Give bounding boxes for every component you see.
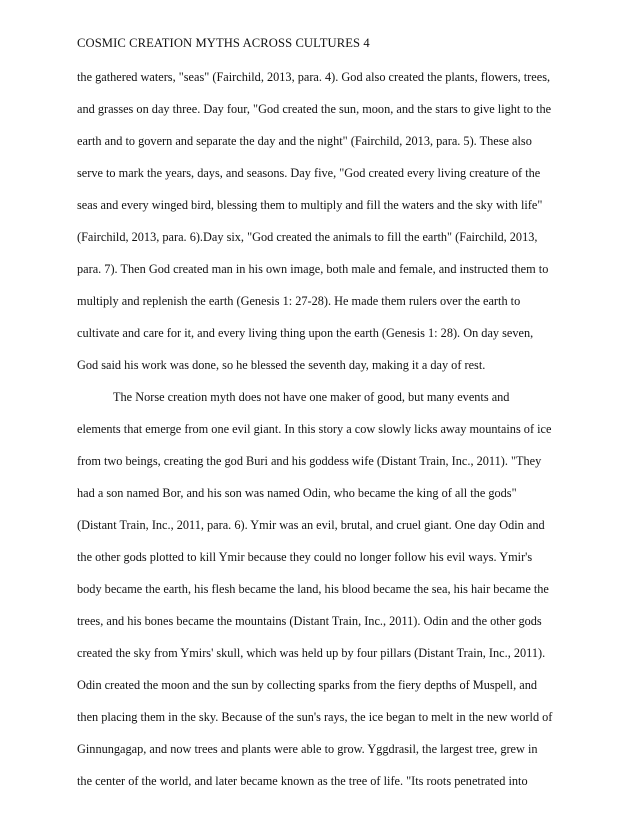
paragraph-2-line: Odin created the moon and the sun by collecting sparks from the fiery depths of Muspell, and (77, 678, 537, 692)
paragraph-2-line: the other gods plotted to kill Ymir because they could no longer follow his evil ways. Ymir's (77, 550, 533, 564)
paragraph-2-line: The Norse creation myth does not have one maker of good, but many events and (113, 390, 510, 404)
paragraph-2-line: had a son named Bor, and his son was named Odin, who became the king of all the gods" (77, 486, 517, 500)
paragraph-2-line: body became the earth, his flesh became the land, his blood became the sea, his hair became the (77, 582, 549, 596)
paragraph-2-line: created the sky from Ymirs' skull, which was held up by four pillars (Distant Train, Inc., 2011). (77, 646, 546, 660)
paragraph-1-line: the gathered waters, "seas" (Fairchild, 2013, para. 4). God also created the plants, flowers, trees, (77, 70, 551, 84)
paragraph-1-line: seas and every winged bird, blessing them to multiply and fill the waters and the sky with life" (77, 198, 543, 212)
paragraph-1-line: para. 7). Then God created man in his own image, both male and female, and instructed them to (77, 262, 549, 276)
paragraph-2-line: trees, and his bones became the mountains (Distant Train, Inc., 2011). Odin and the other gods (77, 614, 542, 628)
paragraph-2-line: Ginnungagap, and now trees and plants were able to grow. Yggdrasil, the largest tree, grew in (77, 742, 538, 756)
paragraph-2-line: elements that emerge from one evil giant. In this story a cow slowly licks away mountains of ice (77, 422, 552, 436)
paragraph-1-line: multiply and replenish the earth (Genesis 1: 27-28). He made them rulers over the earth to (77, 294, 521, 308)
paragraph-1-line: serve to mark the years, days, and seasons. Day five, "God created every living creature of the (77, 166, 541, 180)
paragraph-1-line: and grasses on day three. Day four, "God created the sun, moon, and the stars to give light to the (77, 102, 552, 116)
paragraph-2-line: the center of the world, and later became known as the tree of life. "Its roots penetrated into (77, 774, 528, 788)
paragraph-1-line: cultivate and care for it, and every living thing upon the earth (Genesis 1: 28). On day seven, (77, 326, 534, 340)
paragraph-1-line: earth and to govern and separate the day and the night" (Fairchild, 2013, para. 5). These also (77, 134, 532, 148)
running-head: COSMIC CREATION MYTHS ACROSS CULTURES 4 (77, 36, 370, 50)
paragraph-2-line: (Distant Train, Inc., 2011, para. 6). Ymir was an evil, brutal, and cruel giant. One day Odin and (77, 518, 545, 532)
paragraph-2-line: from two beings, creating the god Buri and his goddess wife (Distant Train, Inc., 2011). "They (77, 454, 542, 468)
paragraph-1-line: (Fairchild, 2013, para. 6).Day six, "God created the animals to fill the earth" (Fairchild, 2013, (77, 230, 538, 244)
paragraph-2-line: then placing them in the sky. Because of the sun's rays, the ice began to melt in the new world of (77, 710, 553, 724)
paragraph-1-line: God said his work was done, so he blessed the seventh day, making it a day of rest. (77, 358, 486, 372)
